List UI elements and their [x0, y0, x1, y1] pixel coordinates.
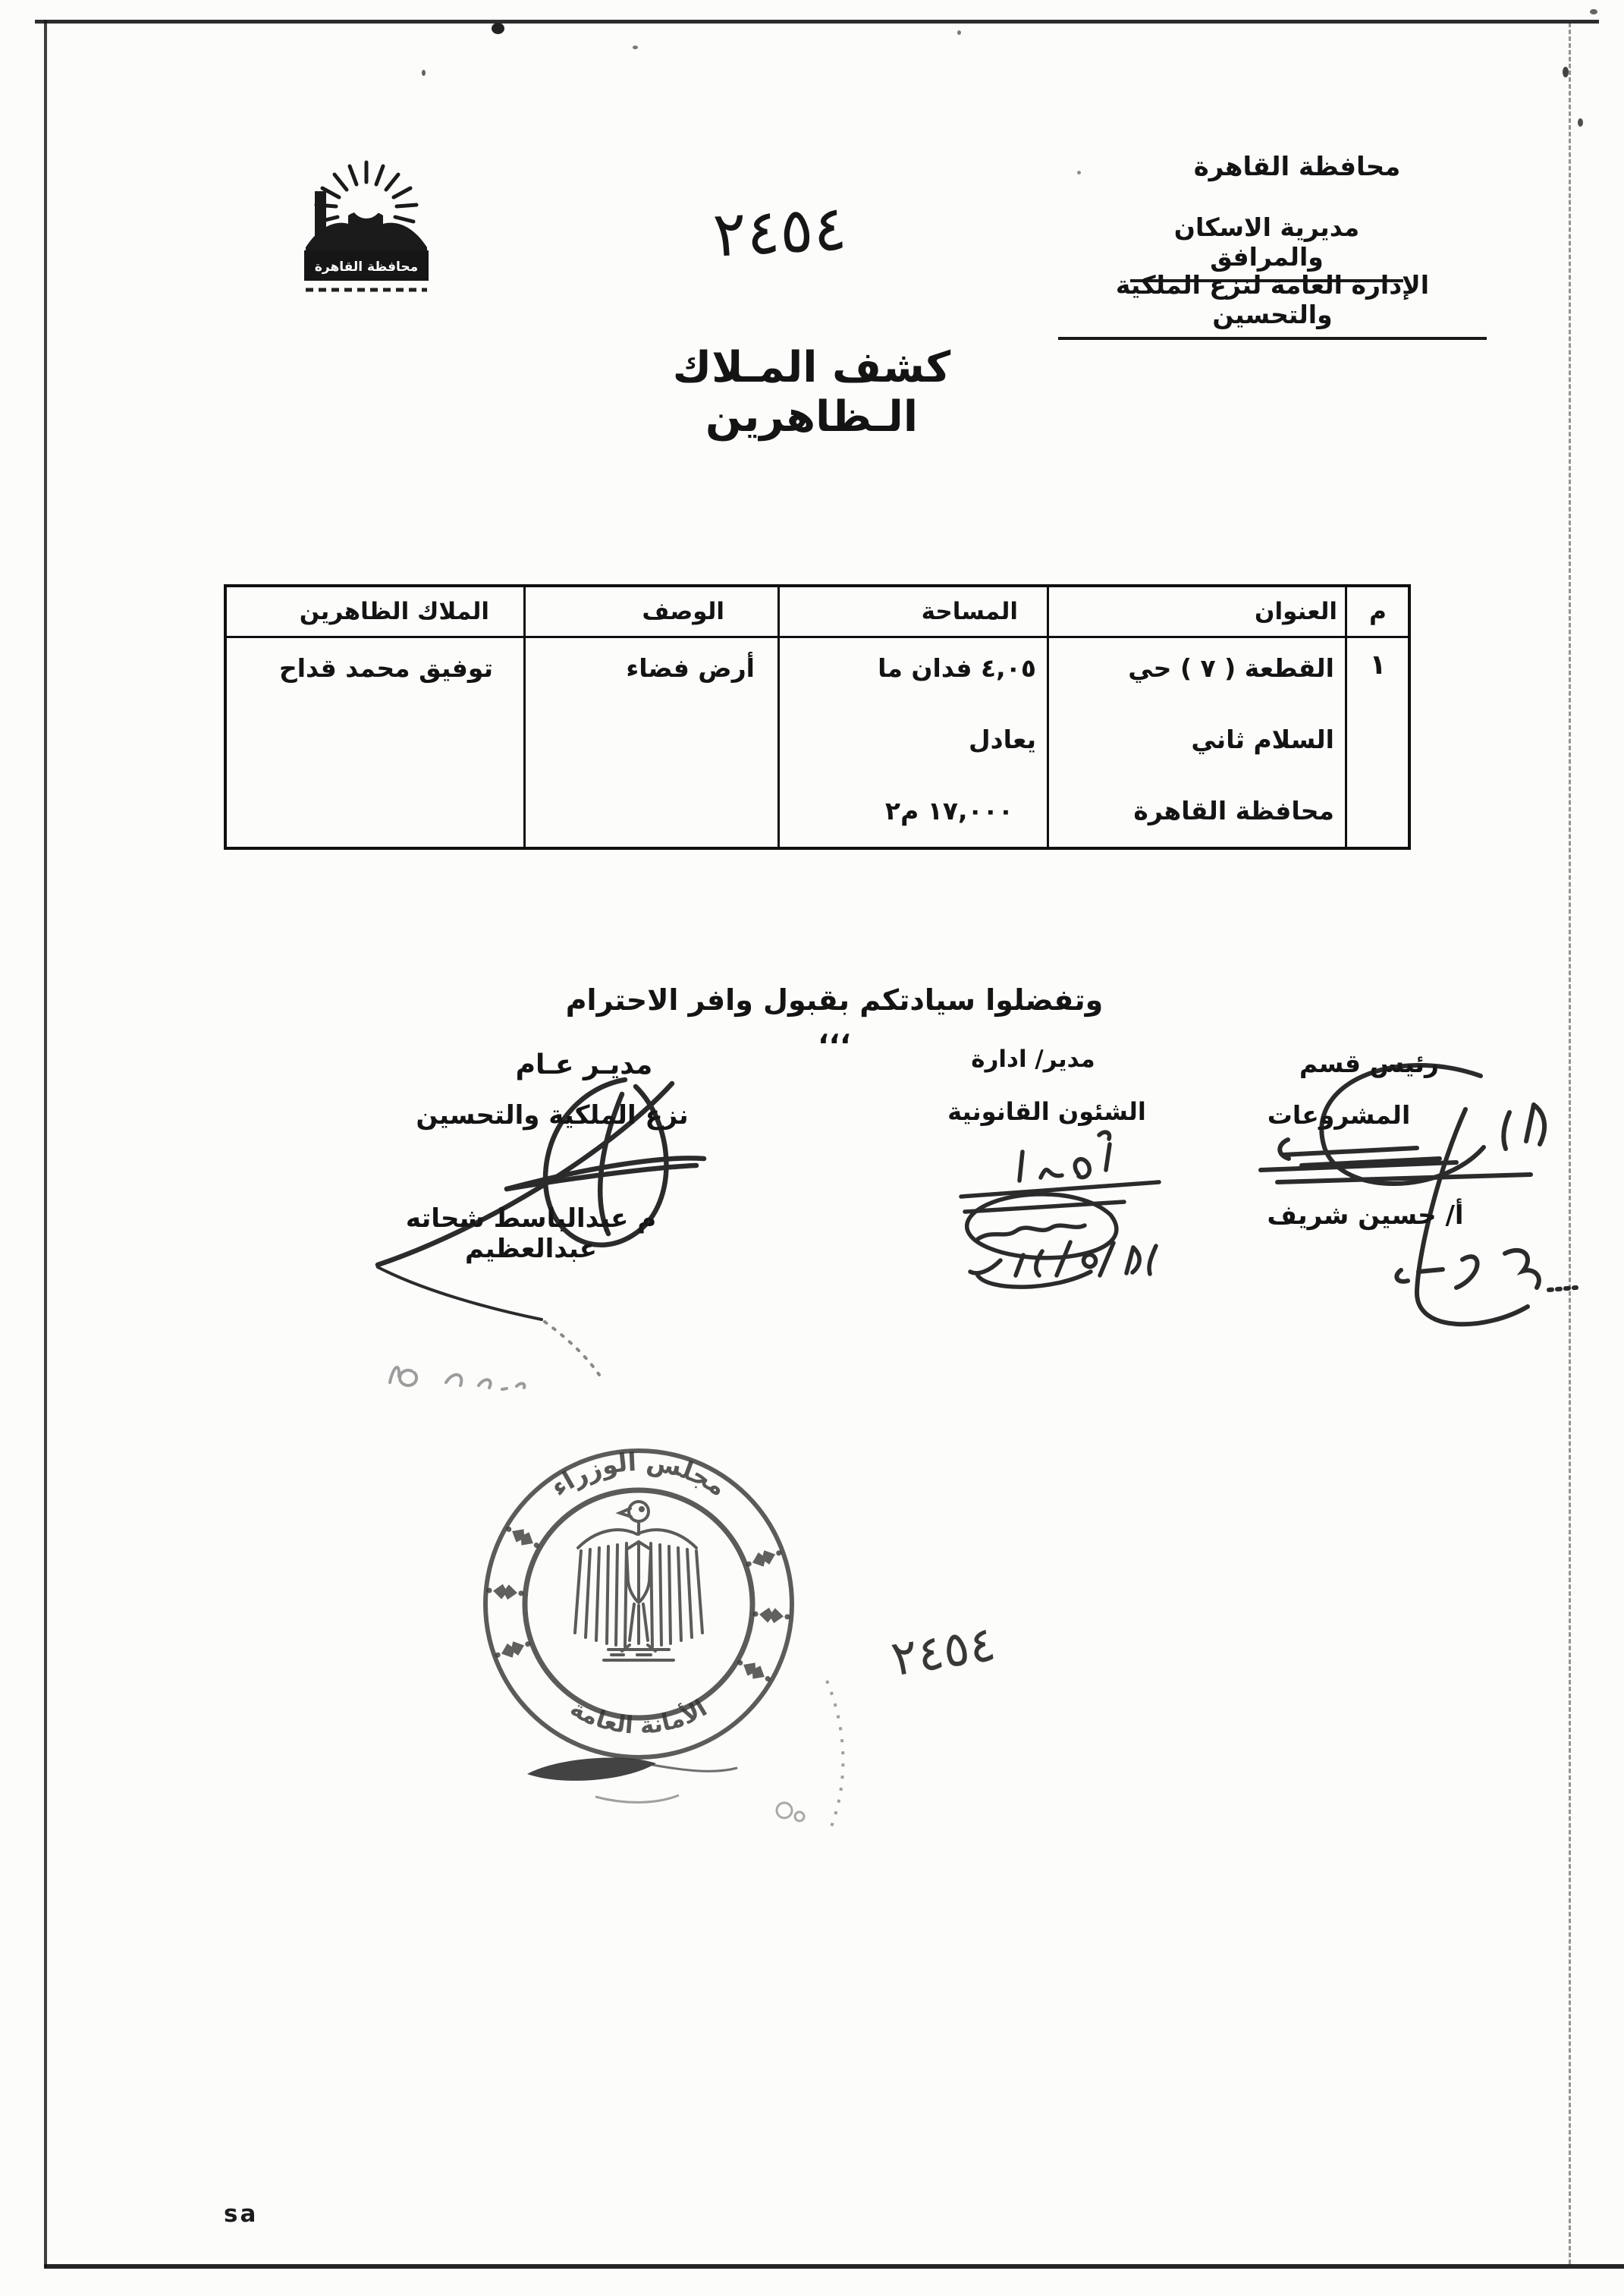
table-header-desc: الوصف	[642, 598, 724, 625]
table-header-address: العنوان	[1255, 598, 1337, 625]
faint-ink-scribble	[390, 1367, 524, 1389]
page-border-left	[44, 20, 47, 2267]
handwritten-signatures	[303, 1039, 1593, 1396]
table-header-num: م	[1369, 598, 1387, 625]
handwritten-ref-number: ٢٤٥٤	[711, 192, 849, 272]
table-header-owners: الملاك الظاهرين	[299, 598, 489, 625]
scan-speck	[1578, 118, 1583, 127]
scan-speck	[1590, 9, 1597, 14]
org-name-line3-wrap	[1058, 270, 1487, 340]
signature-middle	[961, 1132, 1159, 1287]
sig-left-name: م عبدالباسط شحاته عبدالعظيم	[405, 1203, 657, 1264]
scan-speck	[422, 70, 426, 76]
sig-right-role2: المشروعات	[1267, 1100, 1411, 1130]
cairo-governorate-logo	[298, 149, 435, 304]
row-number: ١	[1369, 649, 1387, 681]
handwritten-stamp-number: ٢٤٥٤	[887, 1615, 1000, 1688]
ink-smudge-leaf	[523, 1751, 751, 1812]
org-name-line3: الإدارة العامة لنزع الملكية والتحسين	[1058, 270, 1487, 340]
eagle-emblem-icon	[575, 1502, 702, 1660]
stamp-arc-top-text: مجلس الوزراء	[545, 1446, 732, 1502]
table-header-area: المساحة	[921, 598, 1018, 625]
row-area-line3: ١٧,٠٠٠ م٢	[884, 796, 1013, 826]
org-name-line2: مديرية الاسكان والمرافق	[1130, 212, 1403, 282]
stamp-arc-bottom-text: الأمانة العامة	[565, 1694, 712, 1740]
signature-left	[378, 1080, 704, 1375]
svg-text:الأمانة العامة	[566, 1694, 712, 1740]
sig-right-name: أ/ حسين شريف	[1267, 1200, 1464, 1231]
document-title: كشف المـلاك الـظاهرين	[672, 343, 951, 442]
sig-middle-role1: مدير/ ادارة	[971, 1046, 1095, 1073]
scan-speck	[633, 46, 638, 49]
row-owner-name: توفيق محمد قداح	[278, 653, 493, 683]
sig-left-role2: نزع الملكية والتحسين	[416, 1100, 689, 1131]
sig-middle-role2: الشئون القانونية	[947, 1097, 1146, 1126]
closing-salutation: وتفضلوا سيادتكم بقبول وافر الاحترام ،،،	[565, 983, 1104, 1050]
row-area-line1: ٤,٠٥ فدان ما	[878, 653, 1036, 683]
row-address-line2: السلام ثاني	[1191, 725, 1334, 754]
scan-speck	[957, 30, 961, 35]
logo-caption: محافظة القاهرة	[314, 259, 419, 275]
page-border-bottom	[44, 2264, 1624, 2269]
scan-speck	[492, 23, 504, 34]
table-header-divider	[224, 636, 1411, 638]
scan-speck	[1077, 171, 1081, 175]
small-ink-blot	[772, 1797, 818, 1835]
row-area-line2: يعادل	[969, 725, 1036, 754]
faint-dotted-arc	[804, 1681, 895, 1840]
org-name-line1: محافظة القاهرة	[1193, 152, 1401, 182]
sun-emblem-icon	[298, 149, 435, 304]
scan-speck	[1563, 67, 1569, 77]
row-description: أرض فضاء	[626, 653, 755, 683]
sig-left-role1: مديـر عـام	[515, 1049, 653, 1080]
signature-right	[1261, 1065, 1576, 1324]
row-address-line1: القطعة ( ٧ ) حي	[1128, 653, 1334, 683]
svg-text:مجلس الوزراء	[545, 1446, 732, 1502]
footer-scan-mark: sa	[224, 2200, 259, 2228]
row-address-line3: محافظة القاهرة	[1133, 796, 1334, 826]
sig-right-role1: رئيس قسم	[1299, 1049, 1440, 1078]
page-border-top	[35, 20, 1599, 24]
